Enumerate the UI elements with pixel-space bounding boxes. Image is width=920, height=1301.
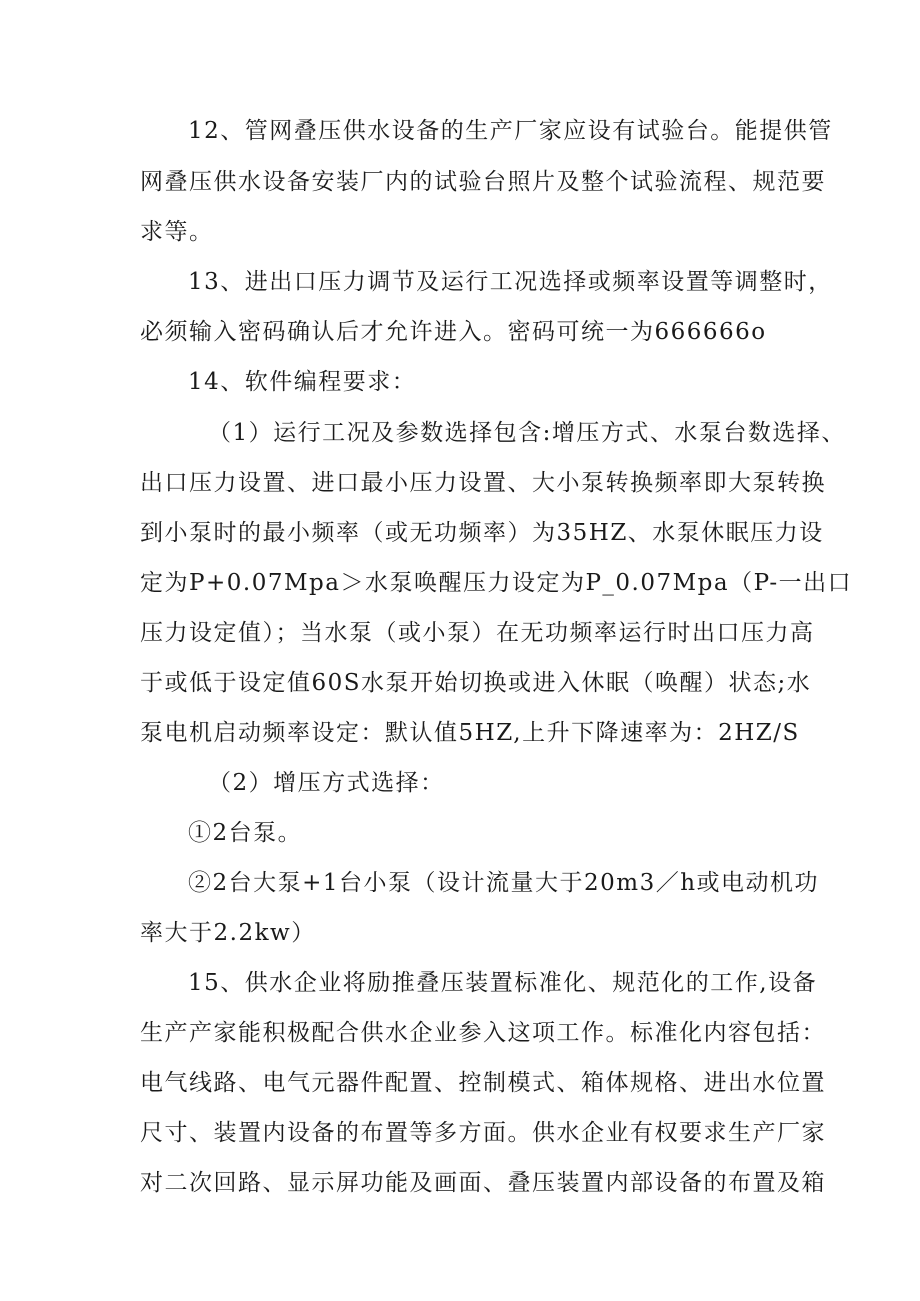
sub-item-1-line-1: （1）运行工况及参数选择包含:增压方式、水泵台数选择、 (208, 420, 846, 446)
paragraph-15-line-3: 电气线路、电气元器件配置、控制模式、箱体规格、进出水位置 (140, 1070, 826, 1096)
option-2-line-2: 率大于2.2kw） (140, 920, 316, 946)
option-1-line-1: ①2台泵。 (188, 820, 303, 846)
paragraph-13-line-1: 13、进出口压力调节及运行工况选择或频率设置等调整时， (188, 269, 833, 295)
paragraph-12-line-1: 12、管网叠压供水设备的生产厂家应设有试验台。能提供管 (188, 118, 833, 144)
paragraph-14-line-1: 14、软件编程要求： (188, 369, 417, 395)
paragraph-15-line-2: 生产产家能积极配合供水企业参入这项工作。标准化内容包括： (140, 1020, 826, 1046)
sub-item-1-line-2: 出口压力设置、进口最小压力设置、大小泵转换频率即大泵转换 (140, 470, 826, 496)
sub-item-1-line-3: 到小泵时的最小频率（或无功频率）为35HZ、水泵休眠压力设 (140, 520, 824, 546)
sub-item-2-line-1: （2）增压方式选择： (208, 770, 445, 796)
sub-item-1-line-5: 压力设定值）；当水泵（或小泵）在无功频率运行时出口压力高 (140, 620, 815, 646)
paragraph-15-line-1: 15、供水企业将励推叠压装置标准化、规范化的工作,设备 (188, 970, 818, 996)
paragraph-15-line-5: 对二次回路、显示屏功能及画面、叠压装置内部设备的布置及箱 (140, 1170, 826, 1196)
sub-item-1-line-6: 于或低于设定值60S水泵开始切换或进入休眠（唤醒）状态;水 (140, 670, 812, 696)
option-2-line-1: ②2台大泵+1台小泵（设计流量大于20m3／h或电动机功 (188, 870, 820, 896)
sub-item-1-line-4: 定为P+0.07Mpa＞水泵唤醒压力设定为P_0.07Mpa（P-一出口 (140, 570, 853, 596)
sub-item-1-line-7: 泵电机启动频率设定：默认值5HZ,上升下降速率为：2HZ/S (140, 720, 800, 746)
paragraph-15-line-4: 尺寸、装置内设备的布置等多方面。供水企业有权要求生产厂家 (140, 1120, 826, 1146)
paragraph-13-line-2: 必须输入密码确认后才允许进入。密码可统一为666666o (140, 319, 767, 345)
paragraph-12-line-3: 求等。 (140, 219, 214, 245)
paragraph-12-line-2: 网叠压供水设备安装厂内的试验台照片及整个试验流程、规范要 (140, 169, 826, 195)
